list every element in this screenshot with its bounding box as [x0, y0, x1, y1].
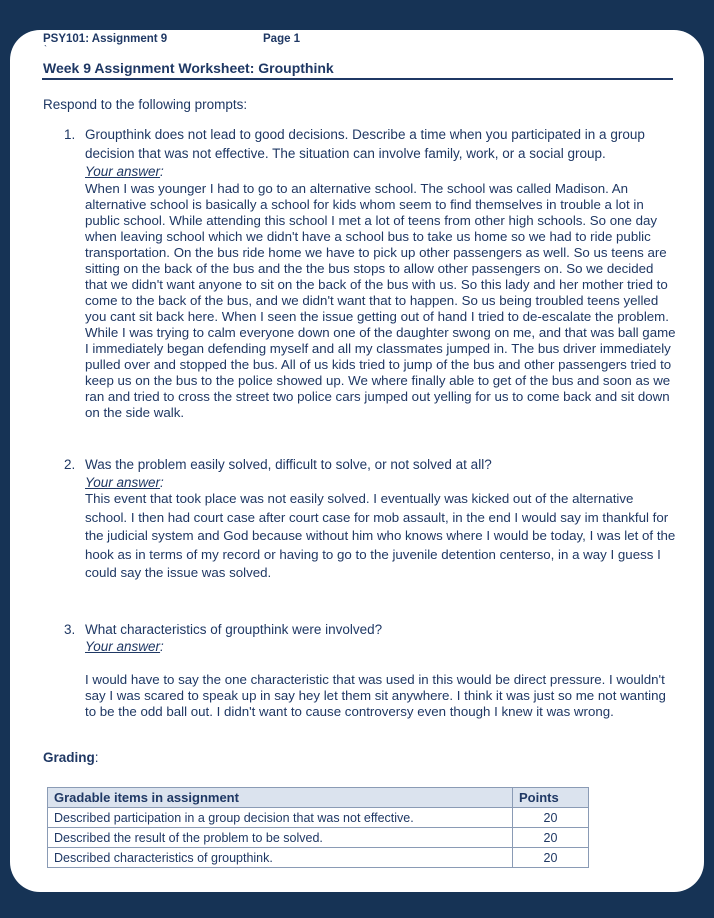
- prompt-3-answer: I would have to say the one characteristic that was used in this would be direct pressure. I wouldn't say I was scared to speak up in say hey let them sit anywhere. I think it was just so me not wanting to be the odd ball out. I didn't want to cause controversy even though I knew it was wrong.: [85, 672, 666, 719]
- table-row: [48, 848, 589, 868]
- prompt-2-number: 2.: [64, 457, 76, 472]
- table-row: [48, 808, 589, 828]
- grading-item: Described participation in a group decision that was not effective.: [48, 808, 513, 828]
- document-title: Week 9 Assignment Worksheet: Groupthink: [43, 60, 334, 76]
- header-course: PSY101: Assignment 9: [43, 33, 168, 45]
- table-row: [48, 828, 589, 848]
- prompt-3-question: What characteristics of groupthink were involved?: [85, 622, 383, 637]
- grading-points: 20: [513, 848, 589, 868]
- prompt-1-number: 1.: [64, 127, 76, 142]
- header-mark: `: [44, 44, 47, 54]
- prompt-1-answer-label: Your answer:: [85, 164, 164, 179]
- prompt-1-question: Groupthink does not lead to good decisions. Describe a time when you participated in a group decision that was not effective. The situation can involve family, work, or a social group.: [85, 127, 645, 161]
- grading-points: 20: [513, 808, 589, 828]
- grading-item: Described the result of the problem to be solved.: [48, 828, 513, 848]
- grading-heading: Grading:: [43, 750, 99, 765]
- grading-header-items: Gradable items in assignment: [48, 788, 513, 808]
- title-divider: [42, 78, 673, 80]
- grading-points: 20: [513, 828, 589, 848]
- prompt-1-answer: When I was younger I had to go to an alternative school. The school was called Madison. An alternative school is basically a school for kids whom seem to find themselves in trouble a lot in public school. While attending this school I met a lot of teens from other high schools. So one day when leaving school which we didn't have a school bus to take us home so we had to ride public transportation. On the bus ride home we have to pick up other passengers as well. So us teens are sitting on the back of the bus and the the bus stops to allow other passengers on. So we decided that we didn't want anyone to sit on the back of the bus with us. So this lady and her mother tried to come to the back of the bus, and we didn't want that to happen. So us being troubled teens yelled you cant sit back here. When I seen the issue getting out of hand I tried to de-escalate the problem. While I was trying to calm everyone down one of the daughter swong on me, and that was ball game I immediately began defending myself and all my classmates jumped in. The bus driver immediately pulled over and stopped the bus. All of us kids tried to jump of the bus and other passengers tried to keep us on the bus to the police showed up. We where finally able to get of the bus and soon as we ran and tried to cross the street two police cars jumped out yelling for us to come back and sit down on the side walk.: [85, 181, 676, 420]
- grading-table: [47, 787, 589, 868]
- prompt-2-answer-label: Your answer:: [85, 475, 164, 490]
- header-page-number: Page 1: [263, 33, 301, 45]
- grading-item: Described characteristics of groupthink.: [48, 848, 513, 868]
- grading-table-header-row: [48, 788, 589, 808]
- prompt-2-question: Was the problem easily solved, difficult to solve, or not solved at all?: [85, 457, 492, 472]
- prompt-3-number: 3.: [64, 622, 76, 637]
- grading-header-points: Points: [513, 788, 589, 808]
- intro-text: Respond to the following prompts:: [43, 97, 248, 112]
- prompt-2-answer: This event that took place was not easily solved. I eventually was kicked out of the alternative school. I then had court case after court case for mob assault, in the end I would say im thankful for the judicial system and God because without him who knows where I would be today, I was let of the hook as in terms of my record or having to go to the juvenile detention centerso, in a way I guess I could say the issue was solved.: [85, 491, 676, 580]
- prompt-3-answer-label: Your answer:: [85, 639, 164, 654]
